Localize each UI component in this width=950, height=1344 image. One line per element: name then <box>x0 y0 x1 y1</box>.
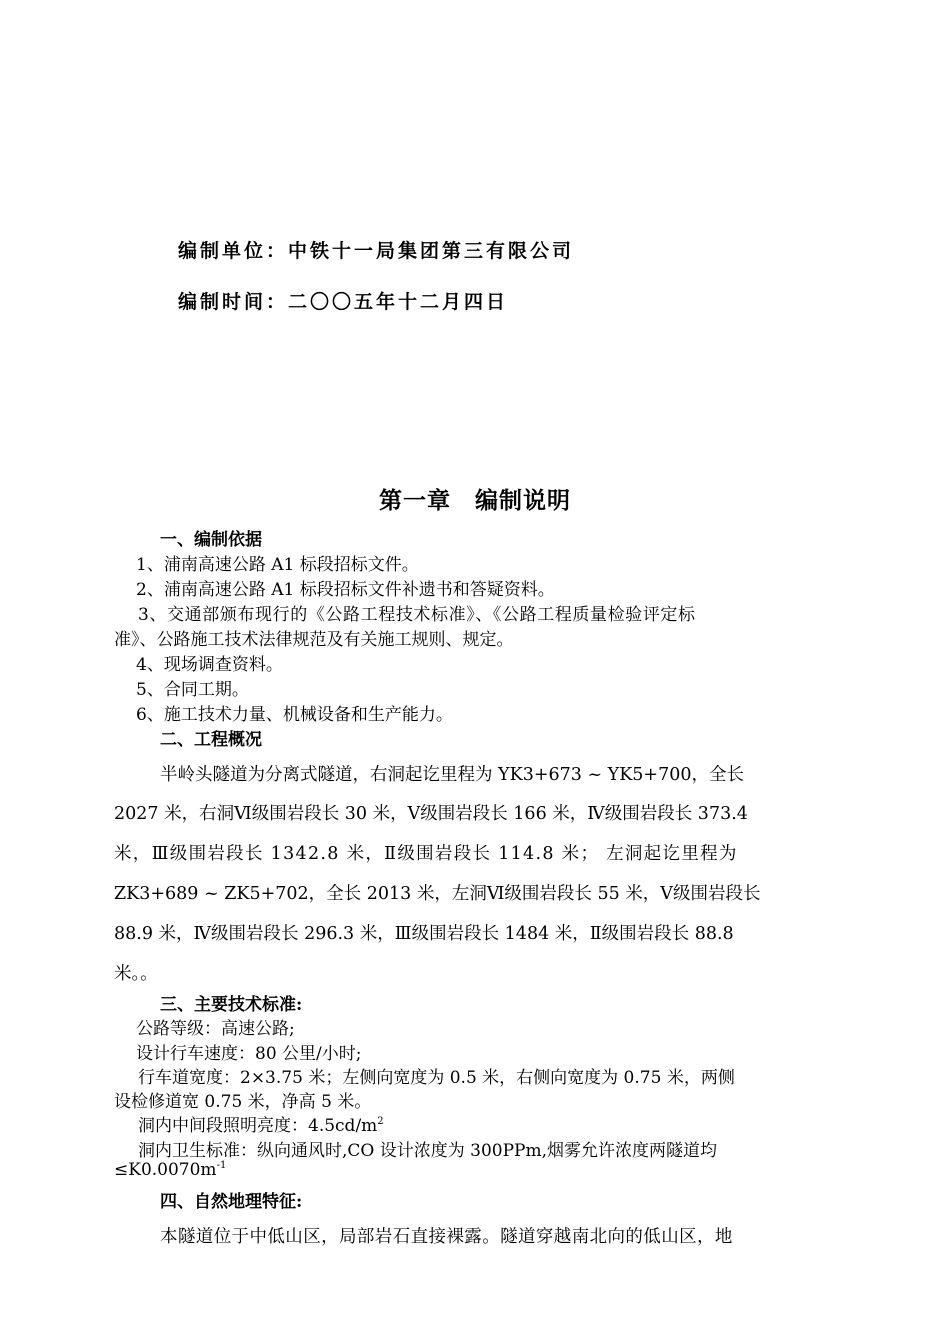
lighting-standard-text: 洞内中间段照明亮度：4.5cd/m <box>138 1116 378 1136</box>
overview-line: ZK3+689 ~ ZK5+702，全长 2013 米，左洞Ⅵ级围岩段长 55 米，Ⅴ级围岩段长 <box>114 884 761 904</box>
overview-line: 88.9 米，Ⅳ级围岩段长 296.3 米，Ⅲ级围岩段长 1484 米，Ⅱ级围岩段长 88.8 <box>114 924 734 944</box>
basis-item-cont: 准》、公路施工技术法律规范及有关施工规则、规定。 <box>114 630 514 650</box>
standard-line: 行车道宽度：2×3.75 米；左侧向宽度为 0.5 米，右侧向宽度为 0.75 米，两侧 <box>138 1068 735 1088</box>
smoke-standard-text: ≤K0.0070m <box>114 1160 217 1180</box>
compiler-unit-line <box>178 236 574 263</box>
compile-date-label: 编制时间： <box>178 291 289 313</box>
compile-date-line <box>178 287 508 314</box>
section-heading-geography: 四、自然地理特征: <box>160 1192 303 1212</box>
section-heading-standards: 三、主要技术标准: <box>160 995 303 1015</box>
section-heading-basis: 一、编制依据 <box>160 530 262 550</box>
standard-line: 设计行车速度：80 公里/小时; <box>136 1044 362 1064</box>
chapter-title: 第一章 编制说明 <box>379 487 571 514</box>
compile-date-value: 二〇〇五年十二月四日 <box>288 291 509 313</box>
standard-line-cont: 设检修道宽 0.75 米，净高 5 米。 <box>114 1092 372 1112</box>
overview-line: 米。。 <box>114 964 158 984</box>
standard-line: 公路等级：高速公路; <box>136 1019 295 1039</box>
geography-line: 本隧道位于中低山区，局部岩石直接裸露。隧道穿越南北向的低山区，地 <box>160 1227 733 1247</box>
compiler-unit-value: 中铁十一局集团第三有限公司 <box>288 240 575 262</box>
basis-item: 5、合同工期。 <box>136 680 249 700</box>
compiler-unit-label: 编制单位： <box>178 240 289 262</box>
basis-item: 2、浦南高速公路 A1 标段招标文件补遗书和答疑资料。 <box>136 580 555 600</box>
basis-item: 3、交通部颁布现行的《公路工程技术标准》、《公路工程质量检验评定标 <box>138 605 696 625</box>
lighting-standard-line <box>138 1111 384 1136</box>
overview-line: 2027 米，右洞Ⅵ级围岩段长 30 米，Ⅴ级围岩段长 166 米，Ⅳ级围岩段长 373.4 <box>114 804 748 824</box>
smoke-standard-line <box>114 1160 226 1180</box>
superscript-2: 2 <box>377 1116 384 1127</box>
section-heading-overview: 二、工程概况 <box>160 730 262 750</box>
basis-item: 4、现场调查资料。 <box>136 655 283 675</box>
superscript-neg1: -1 <box>216 1160 227 1171</box>
basis-item: 6、施工技术力量、机械设备和生产能力。 <box>136 705 453 725</box>
standard-line: 洞内卫生标准：纵向通风时,CO 设计浓度为 300PPm,烟雾允许浓度两隧道均 <box>138 1141 718 1161</box>
overview-line: 半岭头隧道为分离式隧道，右洞起讫里程为 YK3+673 ~ YK5+700，全长 <box>160 765 745 785</box>
basis-item: 1、浦南高速公路 A1 标段招标文件。 <box>136 555 419 575</box>
overview-line: 米，Ⅲ级围岩段长 1342.8 米，Ⅱ级围岩段长 114.8 米； 左洞起讫里程为 <box>114 844 738 864</box>
